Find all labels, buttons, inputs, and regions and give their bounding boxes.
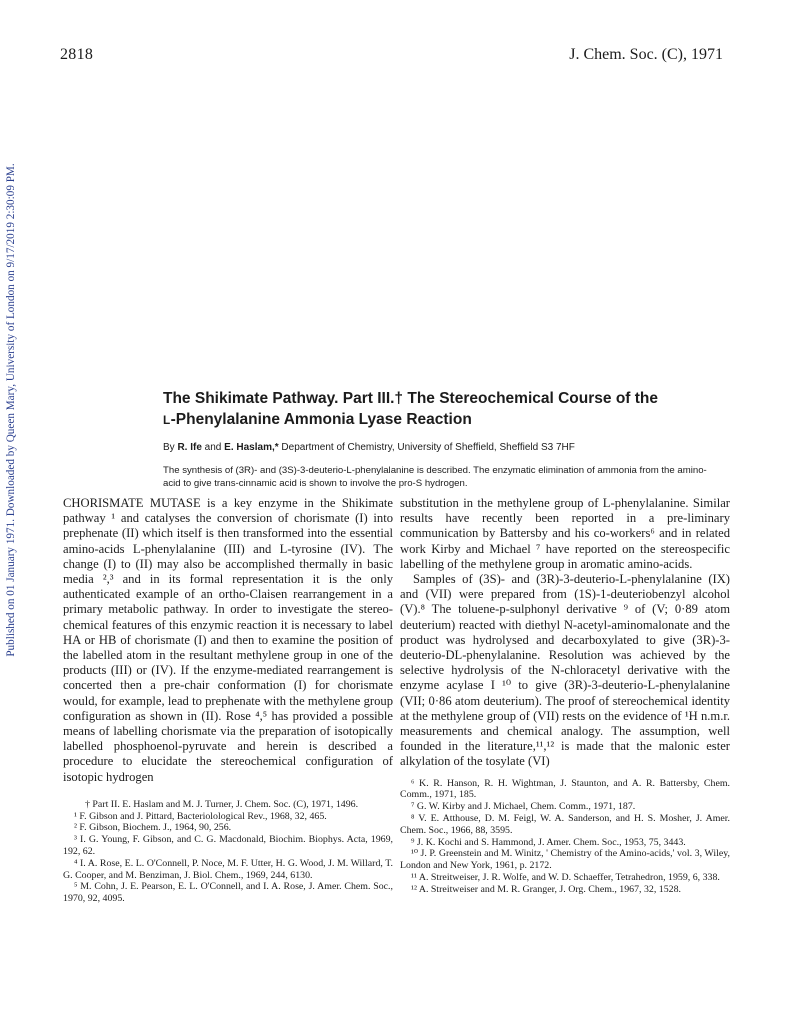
samples-paragraph: Samples of (3S)- and (3R)-3-deuterio-L-phenylalanine (IX) and (VII) were prepared from (1S)-1-deuteriobenzyl alcohol (V).⁸ The toluene-p-sulphonyl derivative ⁹ of (V; 0·89 atom deuterium) reacted with diethyl N-acetyl-aminomalonate and the product was hydrolysed and decarboxylated to give (3R)-3-deuterio-DL-phenylalanine. Resolution was achieved by the selective hydrolysis of the N-chloracetyl derivative with the enzyme acylase I ¹⁰ to give (3R)-3-deuterio-L-phenylalanine (VII; 0·86 atom deuterium). The proof of stereochemical identity at the methylene group of (VII) rests on the evidence of ¹H n.m.r. measurements and chemical analogy. The assumption, well founded in the literature,¹¹,¹² is made that the malonic ester alkylation of the tosylate (VI) (400, 572, 730, 769)
reference-1: ¹ F. Gibson and J. Pittard, Bacteriolological Rev., 1968, 32, 465. (74, 810, 327, 822)
reference-5: ⁵ M. Cohn, J. E. Pearson, E. L. O'Connell, and I. A. Rose, J. Amer. Chem. Soc., 1970, 92, 4095. (63, 881, 393, 905)
reference-4: ⁴ I. A. Rose, E. L. O'Connell, P. Noce, M. F. Utter, H. G. Wood, J. M. Willard, T. G. Cooper, and M. Benziman, J. Biol. Chem., 1969, 244, 6130. (63, 857, 393, 881)
page-number: 2818 (60, 46, 94, 63)
reference-11: ¹¹ A. Streitweiser, J. R. Wolfe, and W. D. Schaeffer, Tetrahedron, 1959, 6, 338. (411, 872, 720, 884)
publication-sidebar (1, 160, 21, 660)
article-title (163, 388, 733, 431)
reference-7: ⁷ G. W. Kirby and J. Michael, Chem. Comm., 1971, 187. (411, 801, 636, 813)
page-header (60, 44, 723, 68)
continuation-paragraph: substitution in the methylene group of L-phenylalanine. Similar results have recently been reported in a pre-liminary communication by Battersby and his co-workers⁶ and in related work Kirby and Michael ⁷ have reported on the stereospecific labelling of the methylene group in aromatic amino-acids. (400, 496, 730, 571)
byline (163, 441, 733, 455)
reference-3: ³ I. G. Young, F. Gibson, and C. G. Macdonald, Biochim. Biophys. Acta, 1969, 192, 62. (63, 834, 393, 858)
byline-by: By (163, 442, 178, 453)
reference-6: ⁶ K. R. Hanson, R. H. Wightman, J. Staunton, and A. R. Battersby, Chem. Comm., 1971, 185. (400, 777, 730, 801)
intro-paragraph: CHORISMATE MUTASE is a key enzyme in the Shikimate pathway ¹ and catalyses the conversion of chorismate (I) into prephenate (II) which itself is then transformed into the essential amino-acids L-phenylalanine (III) and L-tyrosine (IV). The change (I) to (II) may also be accomplished thermally in basic media ²,³ and in its formal representation it is the only authenticated example of an ortho-Claisen rearrangement in a primary metabolic pathway. In order to investigate the stereo-chemical features of this enzymic reaction it is necessary to label HA or HB of chorismate (I) and then to examine the position of the labelled atom in the resultant methylene group in one of the products (III) or (IV). If the enzyme-mediated rearrangement is concerted then a pre-chair conformation (I) for chorismate would, for example, lead to prephenate with the methylene group configuration as shown in (II). Rose ⁴,⁵ has provided a possible means of labelling chorismate via the preparation of isotopically labelled phosphoenol-pyruvate and herein is described a procedure to elucidate the stereochemical configuration of isotopic hydrogen (63, 496, 393, 784)
footnote-dagger: † Part II. E. Haslam and M. J. Turner, J. Chem. Soc. (C), 1971, 1496. (85, 798, 359, 810)
reference-8: ⁸ V. E. Atthouse, D. M. Feigl, W. A. Sanderson, and H. S. Mosher, J. Amer. Chem. Soc., 1966, 88, 3595. (400, 813, 730, 836)
reference-2: ² F. Gibson, Biochem. J., 1964, 90, 256. (74, 822, 232, 834)
abstract: The synthesis of (3R)- and (3S)-3-deuterio-L-phenylalanine is described. The enzymatic elimination of ammonia from the amino-acid to give trans-cinnamic acid is shown to involve the pro-S hydrogen. (163, 465, 707, 489)
author-2: E. Haslam,* (224, 442, 279, 453)
title-line-2: -Phenylalanine Ammonia Lyase Reaction (170, 411, 472, 428)
author-1: R. Ife (177, 442, 202, 453)
journal-reference: J. Chem. Soc. (C), 1971 (569, 46, 723, 63)
article-header (163, 388, 733, 490)
left-footnotes (63, 799, 393, 905)
right-footnotes (400, 778, 730, 896)
reference-9: ⁹ J. K. Kochi and S. Hammond, J. Amer. Chem. Soc., 1953, 75, 3443. (411, 836, 686, 848)
affiliation: Department of Chemistry, University of Sheffield, Sheffield S3 7HF (278, 442, 575, 453)
title-line-1: The Shikimate Pathway. Part III.† The Stereochemical Course of the (163, 390, 659, 407)
byline-and: and (201, 442, 225, 453)
reference-10: ¹⁰ J. P. Greenstein and M. Winitz, ' Chemistry of the Amino-acids,' vol. 3, Wiley, London and New York, 1961, p. 2172. (400, 848, 730, 872)
right-column (400, 496, 730, 896)
reference-12: ¹² A. Streitweiser and M. R. Granger, J. Org. Chem., 1967, 32, 1528. (411, 883, 682, 895)
publication-download-notice[interactable]: Published on 01 January 1971. Downloaded by Queen Mary, University of London on 9/17/2019 2:30:09 PM. (5, 163, 17, 657)
title-l-prefix: L (163, 413, 171, 427)
left-column (63, 496, 393, 905)
